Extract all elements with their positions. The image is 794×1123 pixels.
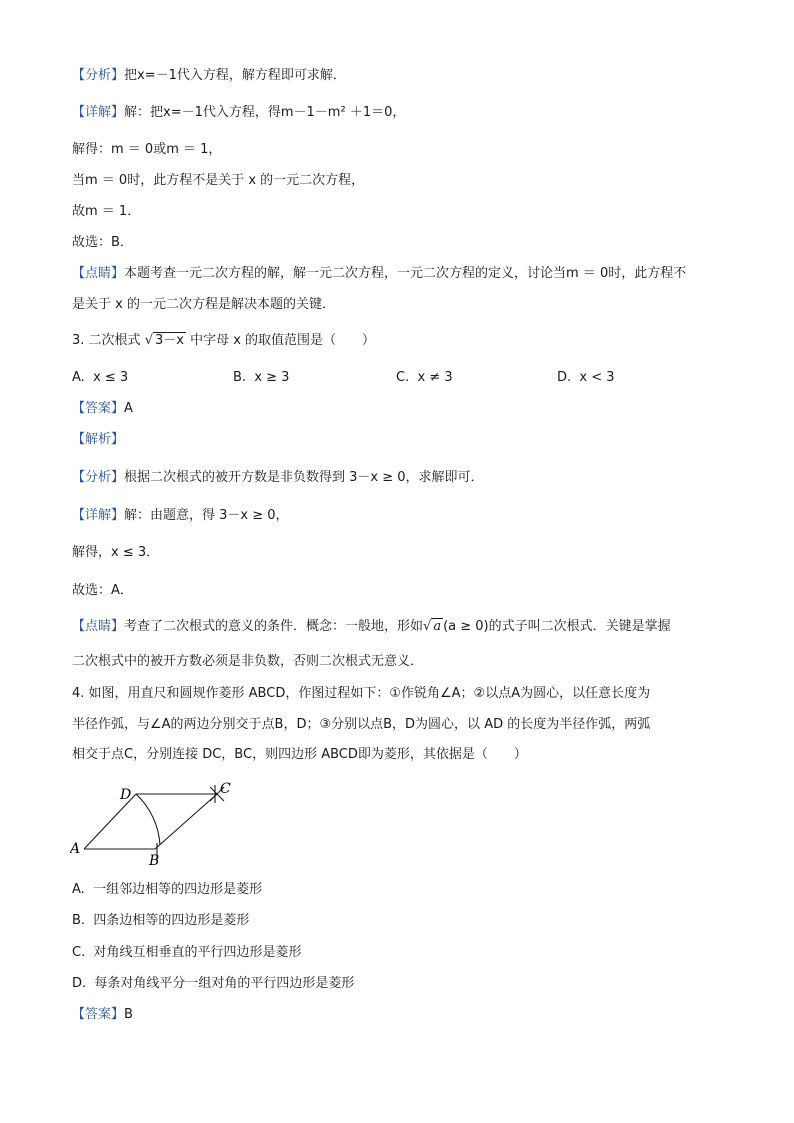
answer-value: B — [124, 1007, 133, 1022]
label-d: D — [120, 787, 132, 803]
detail-text: 解：把x=－1代入方程，得m－1－m² ＋1＝0， — [124, 105, 406, 120]
option-letter: C. — [396, 370, 410, 385]
q4-option-a — [72, 881, 262, 899]
comment-tag: 【点睛】 — [72, 266, 125, 281]
option-text: x ≥ 3 — [254, 370, 290, 385]
detail-tag: 【详解】 — [72, 105, 125, 120]
sqrt-icon: √ — [423, 619, 432, 634]
option-text: x < 3 — [579, 370, 615, 385]
q2-comment-line-2: 是关于 x 的一元二次方程是解决本题的关键． — [72, 297, 335, 312]
arc-bd — [136, 794, 160, 845]
label-b: B — [149, 853, 160, 867]
answer-tag: 【答案】 — [72, 401, 125, 416]
q3-explain-line — [72, 431, 124, 449]
side-bc — [155, 794, 217, 849]
analysis-text: 根据二次根式的被开方数是非负数得到 3－x ≥ 0，求解即可． — [124, 470, 484, 485]
detail-text: 解：由题意，得 3－x ≥ 0， — [124, 508, 289, 523]
q4-option-c — [72, 944, 302, 962]
option-letter: D. — [72, 976, 87, 991]
q3-solve-line: 解得，x ≤ 3． — [72, 545, 160, 560]
q2-comment-line-1 — [72, 265, 686, 283]
q2-choose-line: 故选：B． — [72, 235, 133, 250]
q3-analysis-line — [72, 469, 484, 487]
q3-question — [72, 332, 375, 350]
q3-option-b — [233, 369, 289, 387]
option-text: 一组邻边相等的四边形是菱形 — [93, 882, 263, 897]
option-letter: C. — [72, 945, 86, 960]
analysis-tag: 【分析】 — [72, 470, 125, 485]
comment-pre: 考查了二次根式的意义的条件．概念：一般地，形如 — [124, 619, 424, 634]
comment-post: 的式子叫二次根式．关键是掌握 — [488, 619, 671, 634]
q3-choose-line: 故选：A． — [72, 583, 133, 598]
label-a: A — [70, 841, 81, 857]
q3-option-a — [72, 369, 128, 387]
q3-question-suffix: 中字母 x 的取值范围是（ ） — [190, 333, 376, 348]
option-text: x ≤ 3 — [93, 370, 129, 385]
answer-value: A — [124, 401, 133, 416]
option-letter: B. — [72, 913, 86, 928]
answer-tag: 【答案】 — [72, 1007, 125, 1022]
q2-therefore-line: 故m ＝ 1． — [72, 204, 141, 219]
analysis-tag: 【分析】 — [72, 68, 125, 83]
comment-text: 本题考查一元二次方程的解，解一元二次方程，一元二次方程的定义，讨论当m ＝ 0时，此方程不 — [124, 266, 687, 281]
q4-question-line-3: 相交于点C，分别连接 DC，BC，则四边形 ABCD即为菱形，其依据是（ ） — [72, 747, 527, 762]
option-letter: A. — [72, 882, 85, 897]
comment-tag: 【点睛】 — [72, 619, 125, 634]
option-text: x ≠ 3 — [417, 370, 453, 385]
label-c: C — [220, 781, 231, 797]
option-text: 对角线互相垂直的平行四边形是菱形 — [93, 945, 302, 960]
comment-cond: (a ≥ 0) — [443, 619, 489, 634]
detail-tag: 【详解】 — [72, 508, 125, 523]
q4-answer-line — [72, 1006, 133, 1024]
analysis-text: 把x=－1代入方程，解方程即可求解． — [124, 68, 346, 83]
q3-option-d — [557, 369, 615, 387]
explain-tag: 【解析】 — [72, 432, 125, 447]
q2-detail-line — [72, 104, 405, 122]
option-text: 四条边相等的四边形是菱形 — [93, 913, 250, 928]
sqrt-icon: √ — [144, 333, 153, 348]
option-text: 每条对角线平分一组对角的平行四边形是菱形 — [94, 976, 355, 991]
q2-analysis-line — [72, 67, 346, 85]
q3-comment-line-2: 二次根式中的被开方数必须是非负数，否则二次根式无意义． — [72, 654, 424, 669]
comment-radicand: a — [433, 619, 442, 634]
q3-radicand: 3－x — [154, 333, 184, 348]
q2-solve-line: 解得：m ＝ 0或m ＝ 1， — [72, 142, 222, 157]
option-letter: A. — [72, 370, 85, 385]
q2-when-line: 当m ＝ 0时，此方程不是关于 x 的一元二次方程， — [72, 173, 365, 188]
q3-answer-line — [72, 400, 133, 418]
q4-option-b — [72, 912, 249, 930]
q3-option-c — [396, 369, 453, 387]
q3-detail-line — [72, 507, 289, 525]
option-letter: B. — [233, 370, 247, 385]
option-letter: D. — [557, 370, 572, 385]
q4-question-line-1: 4. 如图，用直尺和圆规作菱形 ABCD，作图过程如下：①作锐角∠A；②以点A为圆心，以任意长度为 — [72, 686, 651, 701]
rhombus-construction-figure — [70, 777, 240, 867]
q3-comment-line-1 — [72, 618, 671, 636]
q3-question-prefix: 3. 二次根式 — [72, 333, 141, 348]
q4-question-line-2: 半径作弧，与∠A的两边分别交于点B，D；③分别以点B，D为圆心，以 AD 的长度为半径作弧，两弧 — [72, 717, 651, 732]
q4-option-d — [72, 975, 354, 993]
